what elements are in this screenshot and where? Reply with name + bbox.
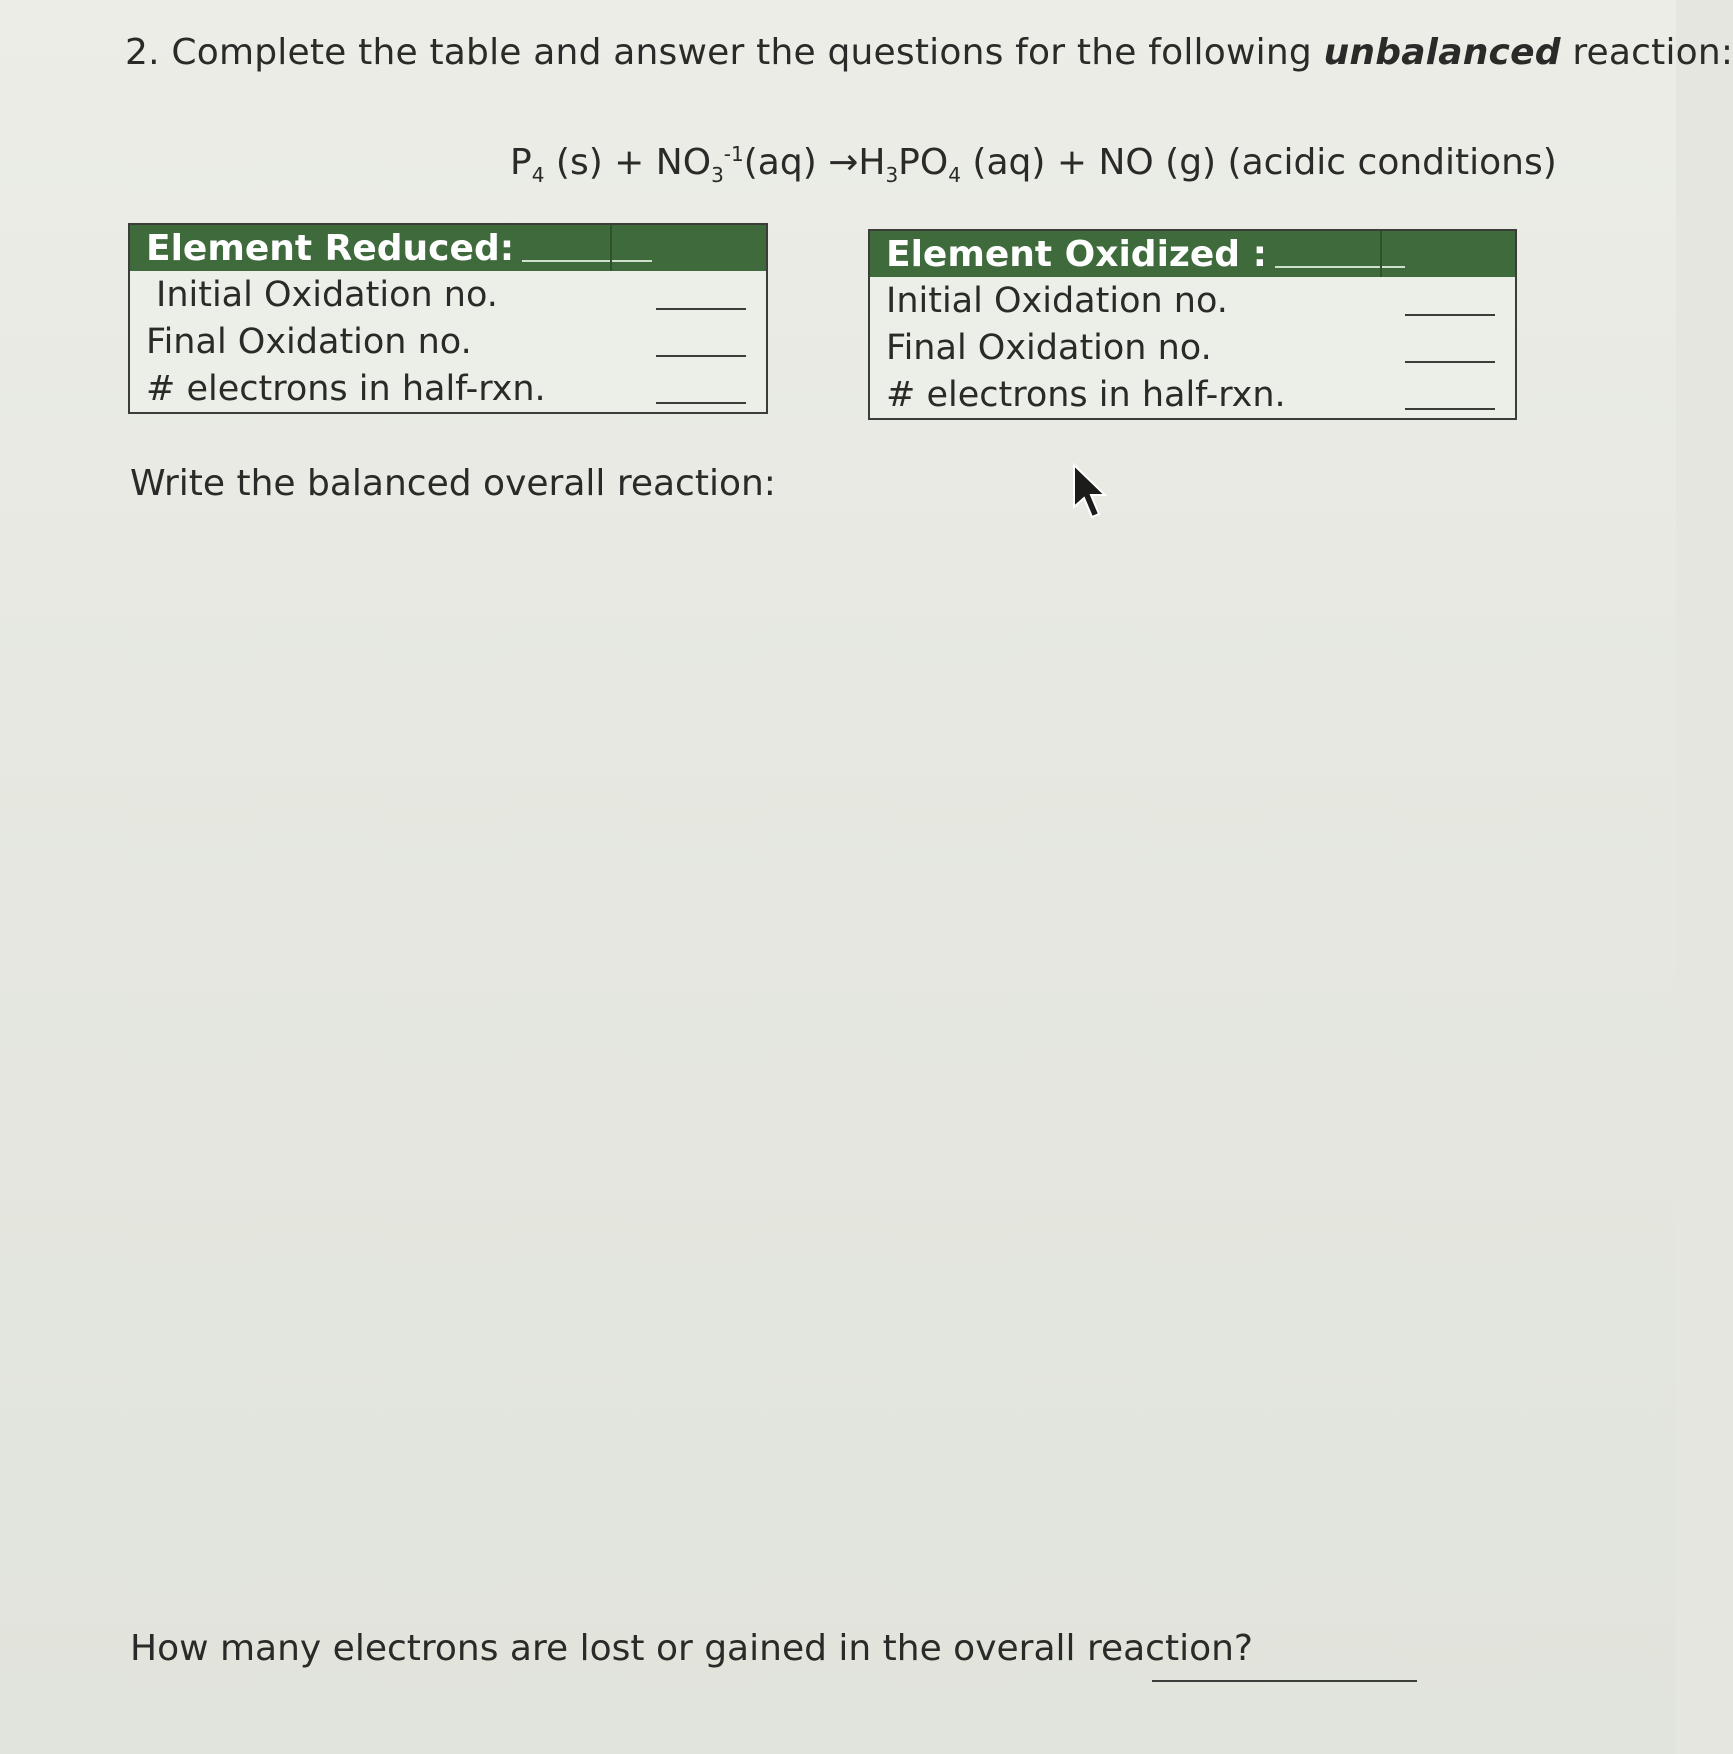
element-oxidized-blank[interactable] [1275, 240, 1405, 268]
row-label: Final Oxidation no. [886, 327, 1212, 368]
row-label: Initial Oxidation no. [886, 280, 1228, 321]
answer-blank[interactable] [1405, 408, 1495, 410]
mouse-pointer-icon [1071, 463, 1111, 527]
row-label: Final Oxidation no. [146, 321, 472, 362]
answer-blank[interactable] [1405, 361, 1495, 363]
element-oxidized-table [868, 229, 1517, 420]
element-oxidized-label: Element Oxidized : [886, 233, 1267, 275]
eq-p-subscript: 4 [531, 163, 545, 188]
table-row [870, 277, 1515, 324]
question-text-before: Complete the table and answer the questions for the following [171, 32, 1312, 73]
table-row [870, 371, 1515, 418]
electrons-answer-blank[interactable] [1152, 1680, 1417, 1682]
table-row [130, 271, 766, 318]
eq-rest: (aq) + NO (g) (acidic conditions) [960, 142, 1557, 183]
reaction-equation [510, 142, 1557, 187]
question-text-after: reaction: [1572, 32, 1733, 73]
eq-po: PO [898, 142, 949, 183]
question-text [125, 32, 1733, 73]
element-reduced-blank[interactable] [522, 234, 652, 262]
table-row [130, 365, 766, 412]
row-label: Initial Oxidation no. [156, 274, 498, 315]
header-divider [610, 225, 612, 271]
answer-blank[interactable] [656, 402, 746, 404]
table-row [870, 324, 1515, 371]
eq-p-state: (s) + NO [544, 142, 712, 183]
answer-blank[interactable] [656, 308, 746, 310]
electrons-question: How many electrons are lost or gained in the overall reaction? [130, 1628, 1254, 1669]
eq-h-subscript: 3 [885, 163, 899, 188]
element-reduced-label: Element Reduced: [146, 227, 515, 269]
table-row [130, 318, 766, 365]
table-header [870, 231, 1515, 277]
question-emphasis: unbalanced [1323, 32, 1561, 73]
row-label: # electrons in half-rxn. [886, 374, 1286, 415]
eq-no3-subscript: 3 [711, 163, 724, 188]
answer-blank[interactable] [656, 355, 746, 357]
balanced-reaction-prompt: Write the balanced overall reaction: [130, 463, 776, 504]
eq-no3-state: (aq) →H [743, 142, 886, 183]
answer-blank[interactable] [1405, 314, 1495, 316]
table-header [130, 225, 766, 271]
eq-p: P [510, 142, 532, 183]
question-number: 2. [125, 32, 160, 73]
eq-no3-charge: -1 [723, 142, 744, 166]
element-reduced-table [128, 223, 768, 414]
eq-po-subscript: 4 [948, 163, 961, 188]
row-label: # electrons in half-rxn. [146, 368, 546, 409]
header-divider [1380, 231, 1382, 277]
